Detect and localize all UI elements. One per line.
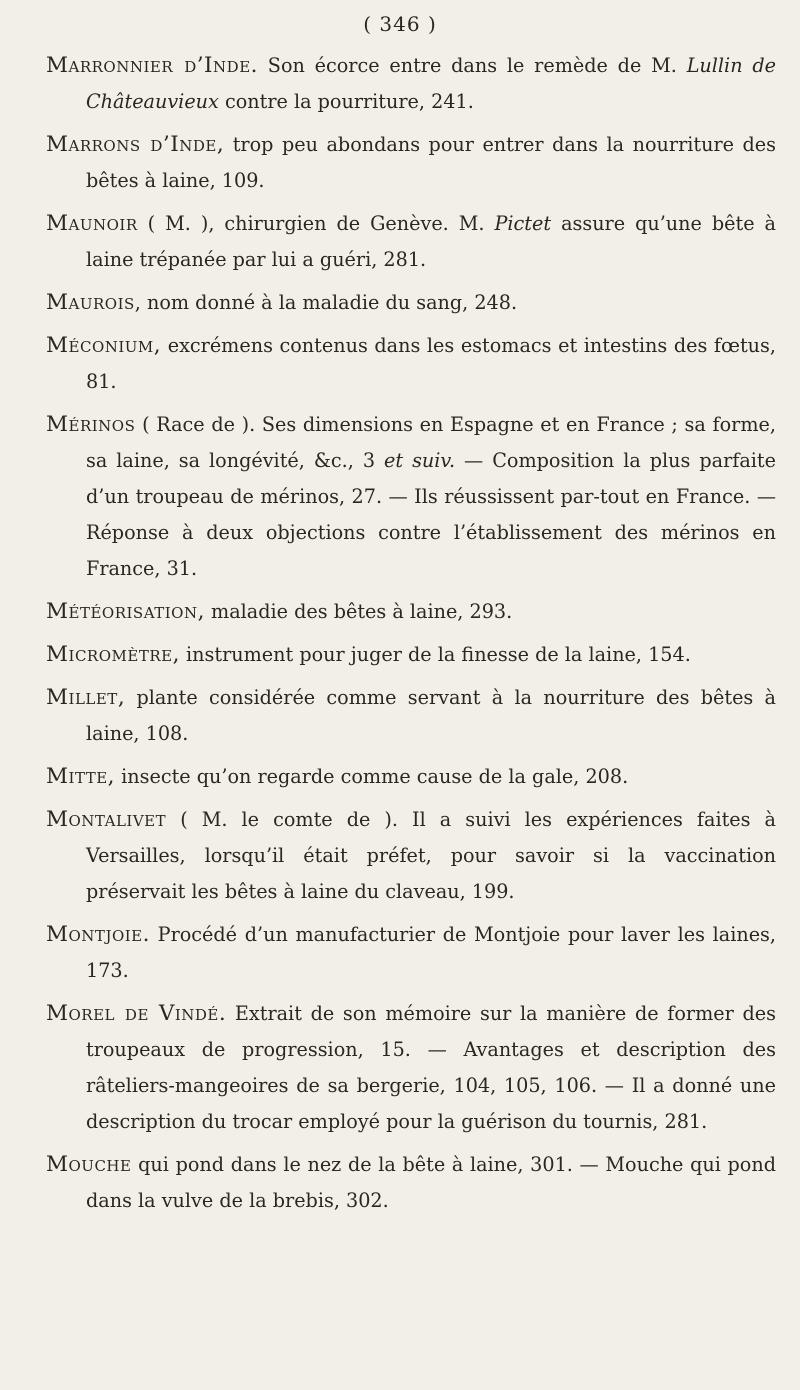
entry-text: maladie des bêtes à laine, 293. — [211, 600, 513, 623]
entry-text: Extrait de son mémoire sur la manière de former des troupeaux de progression, 15. — Avantages et description des râteliers-mangeoires de sa bergerie, 104, 105, 106. — Il a donné une description du trocar employé pour la guérison du tournis, 281. — [86, 1002, 776, 1133]
entry-term: Météorisation, — [46, 599, 205, 624]
entry-term: Maurois — [46, 290, 135, 315]
entry-text: , nom donné à la maladie du sang, 248. — [134, 291, 518, 314]
entry-term: Marrons d’Inde, — [46, 132, 225, 157]
index-entry — [46, 48, 776, 120]
index-entry — [46, 206, 776, 278]
entry-term: Maunoir — [46, 211, 138, 236]
entry-term: Mouche — [46, 1152, 132, 1177]
entry-italic-text: Lullin de Châteauvieux — [86, 54, 776, 113]
index-entry — [46, 996, 776, 1140]
entry-term: Marronnier d’Inde. — [46, 53, 258, 78]
index-entry — [46, 637, 776, 673]
page-number: ( 346 ) — [363, 12, 437, 36]
entry-term: Millet, — [46, 685, 126, 710]
entry-text: ( Race de ). Ses dimensions en Espagne et en France ; sa forme, sa laine, sa longévité, &c., 3 — [86, 413, 776, 472]
entry-text: plante considérée comme servant à la nourriture des bêtes à laine, 108. — [86, 686, 776, 745]
entry-italic-text: et suiv. — [384, 449, 456, 472]
index-entry — [46, 759, 776, 795]
entry-text: contre la pourriture, 241. — [218, 90, 474, 113]
entry-text: assure qu’une bête à laine trépanée par lui a guéri, 281. — [86, 212, 776, 271]
entry-text: trop peu abondans pour entrer dans la nourriture des bêtes à laine, 109. — [86, 133, 776, 192]
entry-text: ( M. ), chirurgien de Genève. M. — [147, 212, 495, 235]
index-entry — [46, 802, 776, 910]
entry-term: Mérinos — [46, 412, 136, 437]
index-entry — [46, 285, 776, 321]
entry-text: qui pond dans le nez de la bête à laine, 301. — Mouche qui pond dans la vulve de la brebis, 302. — [86, 1153, 776, 1212]
entry-text: excrémens contenus dans les estomacs et intestins des fœtus, 81. — [86, 334, 776, 393]
index-entry — [46, 594, 776, 630]
entry-term: Micromètre, — [46, 642, 180, 667]
entry-text: Son écorce entre dans le remède de M. — [267, 54, 687, 77]
entry-text: ( M. le comte de ). Il a suivi les expériences faites à Versailles, lorsqu’il était préfet, pour savoir si la vaccination préservait les bêtes à laine du claveau, 199. — [86, 808, 776, 903]
index-entry — [46, 1147, 776, 1219]
entry-italic-text: Pictet — [494, 212, 552, 235]
entry-text: insecte qu’on regarde comme cause de la gale, 208. — [121, 765, 629, 788]
entry-term: Morel de Vindé. — [46, 1001, 227, 1026]
index-entry — [46, 328, 776, 400]
entry-term: Montalivet — [46, 807, 167, 832]
entry-text: Procédé d’un manufacturier de Montjoie pour laver les laines, 173. — [86, 923, 776, 982]
entry-term: Montjoie. — [46, 922, 150, 947]
index-entry — [46, 407, 776, 587]
entry-text: — Composition la plus parfaite d’un troupeau de mérinos, 27. — Ils réussissent par-tout en France. — Réponse à deux objections contre l’établissement des mérinos en France, 31. — [86, 449, 776, 580]
index-entry — [46, 680, 776, 752]
index-entry — [46, 917, 776, 989]
entry-term: Méconium, — [46, 333, 162, 358]
entry-term: Mitte, — [46, 764, 116, 789]
index-entries — [46, 48, 776, 1226]
entry-text: instrument pour juger de la finesse de la laine, 154. — [186, 643, 691, 666]
index-entry — [46, 127, 776, 199]
